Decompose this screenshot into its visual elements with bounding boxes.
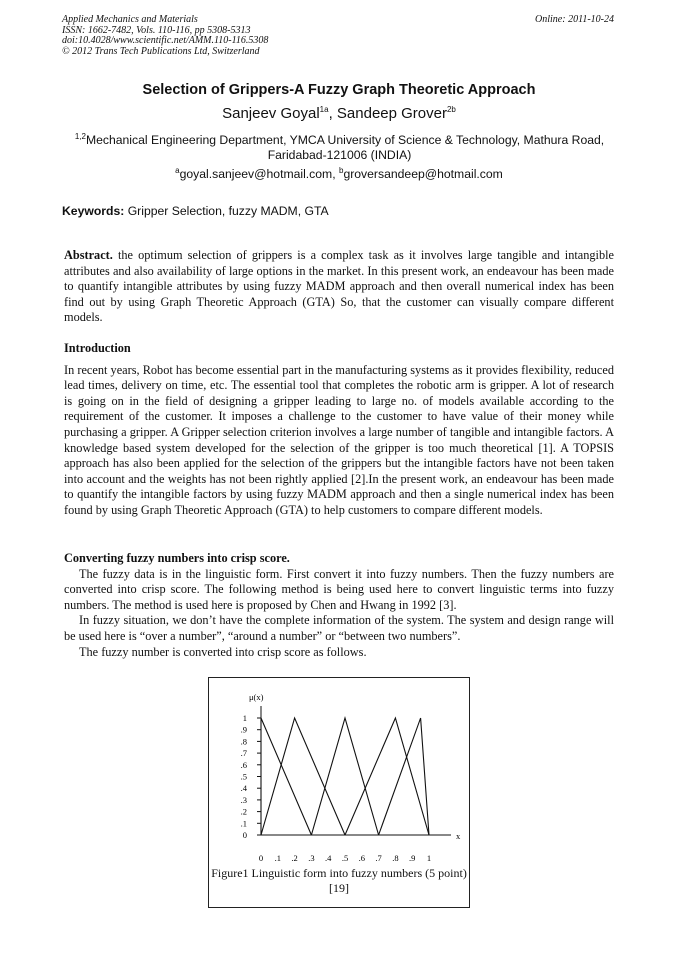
series-line-l4	[345, 718, 429, 835]
y-tick-label: 1	[242, 713, 247, 723]
author-2-sup: 2b	[446, 105, 456, 114]
x-tick-label: .5	[341, 853, 349, 863]
y-axis-label: μ(x)	[249, 692, 264, 702]
x-tick-label: 0	[258, 853, 264, 863]
keywords-label: Keywords:	[62, 204, 125, 218]
x-tick-label: .7	[375, 853, 382, 863]
abstract-text: the optimum selection of grippers is a complex task as it involves large tangible and intangible attributes and also availability of large options in the market. In this present work, an endeavour has been made to quantify intangible attributes by using fuzzy MADM approach and then overall numerical index has been find out by using Graph Theoretic Approach (GTA) So, that the customer can visually compare different models.	[64, 248, 614, 325]
authors	[0, 105, 678, 122]
converting-p3: The fuzzy number is converted into crisp score as follows.	[79, 644, 367, 659]
affiliation-sup: 1,2	[74, 131, 86, 141]
email-a-sup: a	[175, 165, 180, 175]
y-tick-label: .7	[240, 748, 247, 759]
converting-p1: The fuzzy data is in the linguistic form. First convert it into fuzzy numbers. Then the fuzzy numbers are converted into crisp score. The following method is being used here to convert linguistic terms into fuzzy numbers. The method is used here is proposed by Chen and Hwang in 1992 [3].	[64, 566, 614, 612]
x-tick-label: .3	[308, 853, 315, 863]
introduction-section	[64, 341, 614, 519]
y-tick-label: .4	[240, 783, 247, 794]
y-tick-label: .6	[240, 759, 247, 770]
x-tick-label: .6	[358, 853, 365, 863]
figure-1	[208, 677, 470, 908]
abstract	[64, 248, 614, 326]
x-tick-label: .2	[291, 853, 298, 863]
y-tick-label: 0	[242, 830, 247, 840]
x-tick-label: .1	[274, 853, 281, 863]
paper-title: Selection of Grippers-A Fuzzy Graph Theoretic Approach	[142, 82, 536, 98]
author-separator: ,	[328, 105, 337, 122]
introduction-heading: Introduction	[64, 341, 131, 355]
converting-section	[64, 551, 614, 660]
series-line-l5	[379, 718, 429, 835]
email-b: groversandeep@hotmail.com	[343, 167, 503, 181]
y-tick-label: .1	[240, 818, 247, 829]
y-tick-label: .2	[240, 806, 247, 817]
abstract-label: Abstract.	[64, 248, 113, 262]
author-1-sup: 1a	[319, 105, 329, 114]
membership-chart	[209, 678, 469, 863]
email-a: goyal.sanjeev@hotmail.com,	[179, 167, 339, 181]
author-1: Sanjeev Goyal	[222, 105, 320, 122]
page-header	[62, 15, 614, 57]
series-line-l3	[311, 718, 378, 835]
email-b-sup: b	[338, 165, 344, 175]
x-tick-label: .4	[325, 853, 332, 863]
x-axis-label: x	[456, 831, 461, 841]
online-date: Online: 2011-10-24	[535, 14, 614, 25]
affiliation-text: Mechanical Engineering Department, YMCA University of Science & Technology, Mathura Road, Faridabad-121006 (INDIA)	[85, 133, 605, 162]
series-line-l2	[261, 718, 345, 835]
y-tick-label: .8	[240, 736, 247, 747]
converting-p2: In fuzzy situation, we don’t have the complete information of the system. The system and design range will be used here is “over a number”, “around a number” or “between two numbers”.	[64, 613, 614, 643]
copyright: © 2012 Trans Tech Publications Ltd, Switzerland	[62, 45, 260, 57]
y-tick-label: .3	[240, 794, 247, 805]
x-tick-label: 1	[426, 853, 432, 863]
author-2: Sandeep Grover	[336, 105, 447, 122]
keywords-text: Gripper Selection, fuzzy MADM, GTA	[124, 204, 329, 218]
y-tick-label: .9	[240, 724, 247, 735]
figure-caption: Figure1 Linguistic form into fuzzy numbers (5 point) [19]	[211, 866, 467, 895]
affiliation	[62, 133, 617, 163]
keywords	[62, 204, 329, 218]
emails	[0, 167, 678, 181]
x-tick-label: .8	[392, 853, 399, 863]
y-tick-label: .5	[240, 771, 247, 782]
issn: ISSN: 1662-7482, Vols. 110-116, pp 5308-5313	[62, 24, 251, 36]
doi: doi:10.4028/www.scientific.net/AMM.110-116.5308	[62, 35, 269, 46]
x-tick-label: .9	[409, 853, 416, 863]
converting-heading: Converting fuzzy numbers into crisp score.	[64, 551, 290, 565]
series-line-l1	[261, 718, 311, 835]
introduction-text: In recent years, Robot has become essential part in the manufacturing systems as it provides flexibility, reduced lead times, delivery on time, etc. The essential tool that completes the robotic arm is gripper. A lot of research is going on in the field of designing a gripper leading to large no. of models available according to the requirement of the customer. It imposes a challenge to the customer to have value of their money while purchasing a gripper. A Gripper selection criterion involves a large number of tangible and intangible factors. A knowledge based system developed for the selection of the gripper is too much theoretical [1]. A TOPSIS approach has also been applied for the selection of the grippers but the intangible factors have not been taken into account and the weights has not been rightly applied [2].In the present work, an endeavour has been made to quantify the intangible factors by using fuzzy MADM approach and then a single numerical index has been found by using Graph Theoretic Approach (GTA) to help customers to compare different models.	[64, 362, 614, 517]
journal-name: Applied Mechanics and Materials	[62, 14, 198, 25]
